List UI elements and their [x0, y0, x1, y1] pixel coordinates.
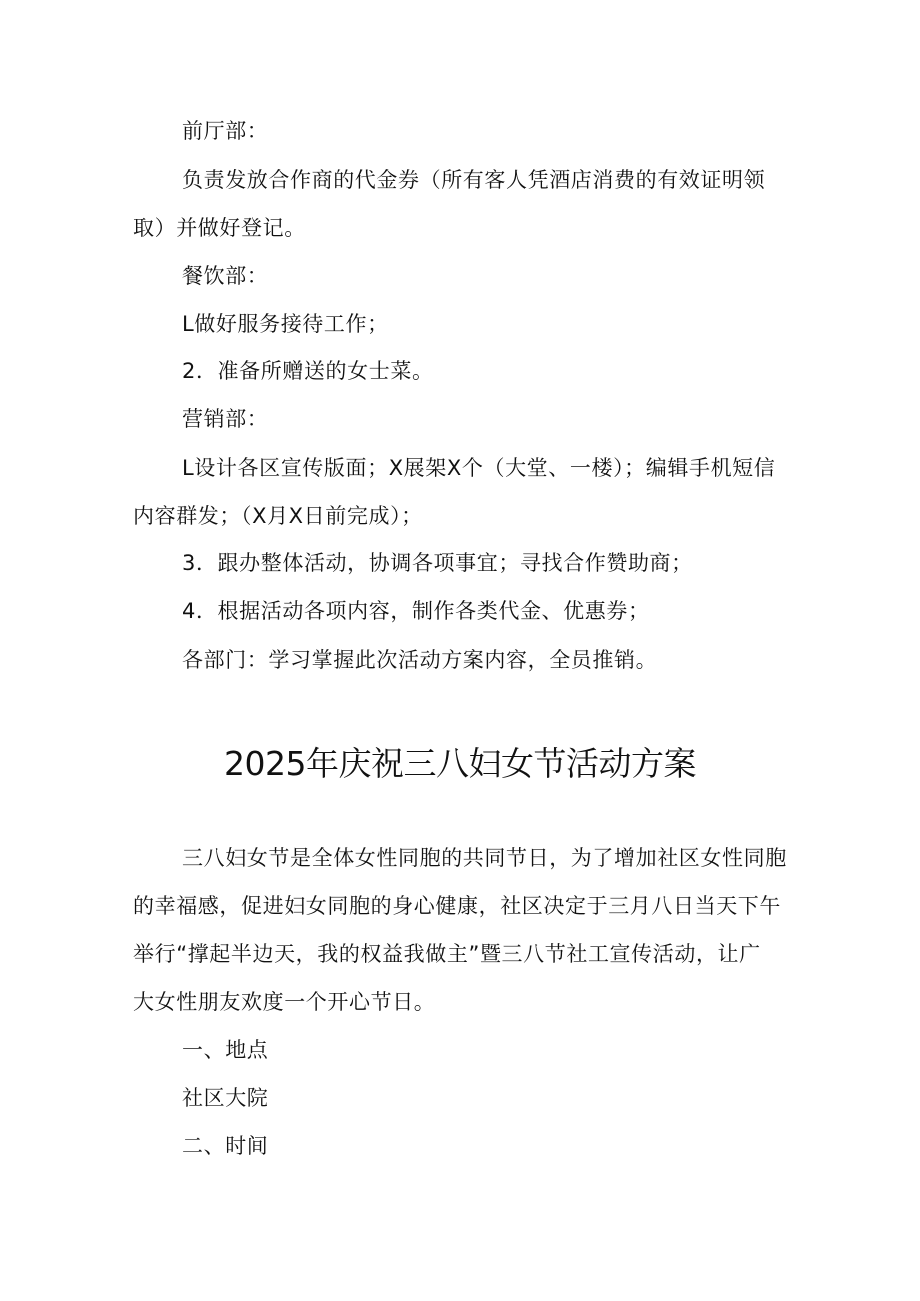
catering-item-1: L做好服务接待工作；	[182, 312, 389, 336]
marketing-item-4: 4．根据活动各项内容，制作各类代金、优惠券；	[182, 599, 650, 623]
front-desk-text-line-2: 取）并做好登记。	[133, 216, 306, 240]
catering-item-2: 2．准备所赠送的女士菜。	[182, 359, 434, 383]
location-heading: 一、地点	[182, 1038, 269, 1062]
intro-line-3: 举行“撑起半边天，我的权益我做主”暨三八节社工宣传活动，让广	[133, 942, 761, 966]
location-value: 社区大院	[182, 1086, 269, 1110]
catering-heading: 餐饮部：	[182, 264, 269, 288]
intro-line-2: 的幸福感，促进妇女同胞的身心健康，社区决定于三月八日当天下午	[133, 894, 781, 918]
intro-line-4: 大女性朋友欢度一个开心节日。	[133, 990, 436, 1014]
all-departments-note: 各部门：学习掌握此次活动方案内容，全员推销。	[182, 648, 658, 672]
front-desk-text-line-1: 负责发放合作商的代金券（所有客人凭酒店消费的有效证明领	[182, 168, 766, 192]
document-title: 2025年庆祝三八妇女节活动方案	[224, 744, 696, 783]
marketing-heading: 营销部：	[182, 407, 269, 431]
marketing-item-1-line-2: 内容群发；（X月X日前完成）；	[133, 504, 423, 528]
marketing-item-3: 3．跟办整体活动，协调各项事宜；寻找合作赞助商；	[182, 551, 693, 575]
marketing-item-1-line-1: L设计各区宣传版面；X展架X个（大堂、一楼）；编辑手机短信	[182, 456, 776, 480]
intro-line-1: 三八妇女节是全体女性同胞的共同节日，为了增加社区女性同胞	[182, 846, 787, 870]
front-desk-heading: 前厅部：	[182, 119, 269, 143]
time-heading: 二、时间	[182, 1134, 269, 1158]
